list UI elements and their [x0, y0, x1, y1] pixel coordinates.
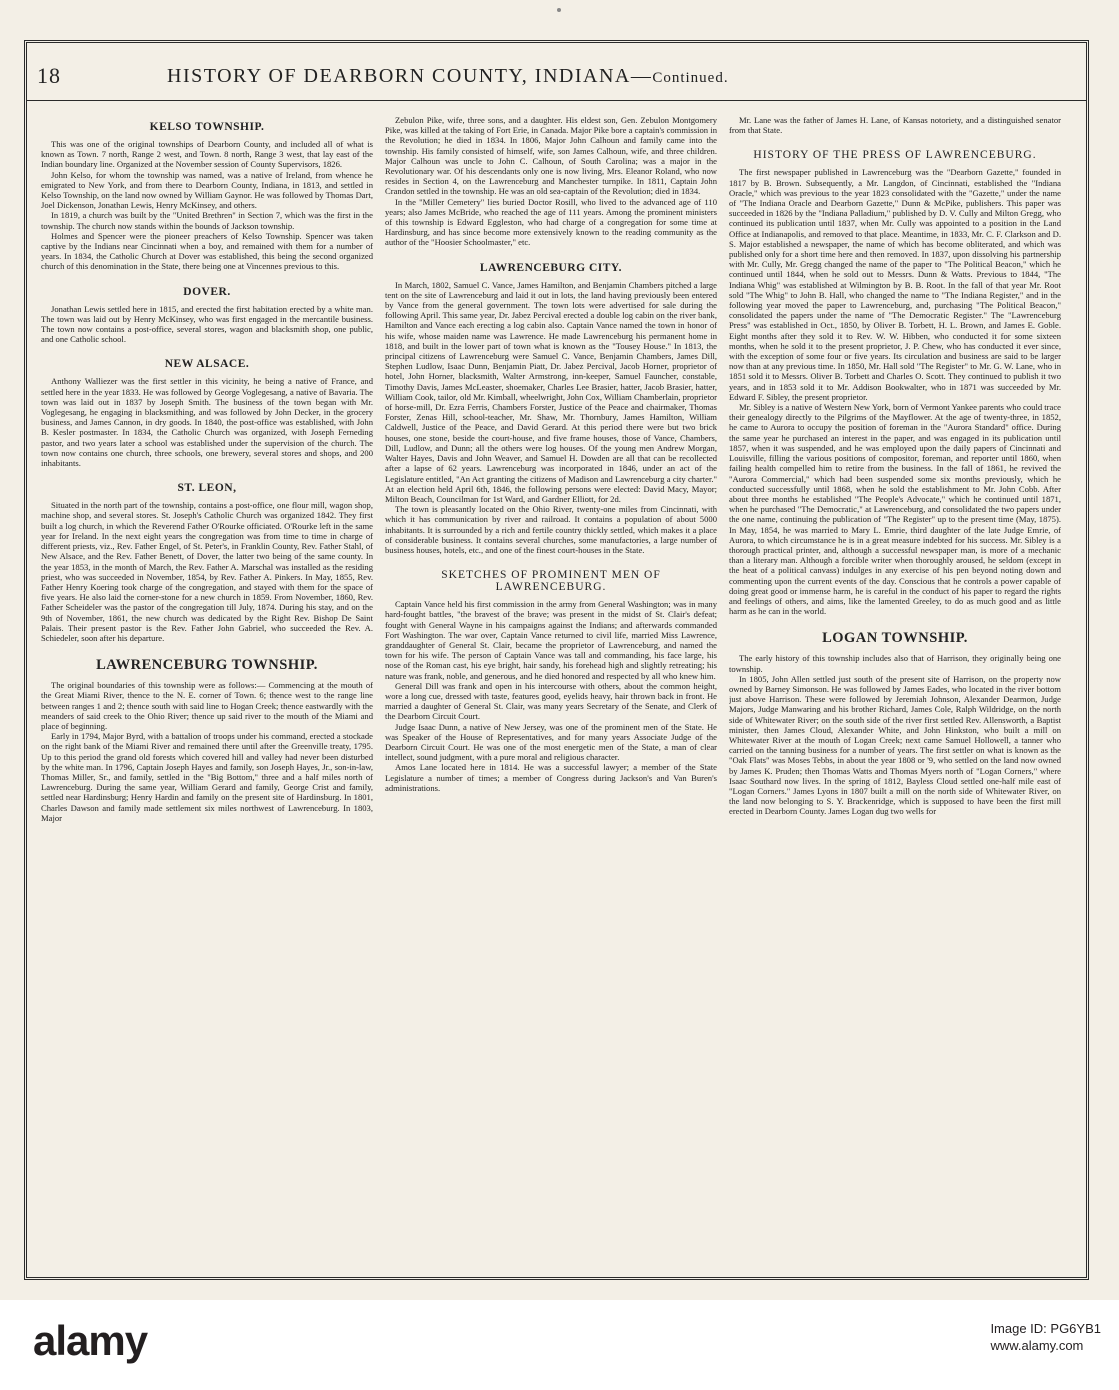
paragraph: Early in 1794, Major Byrd, with a battalion of troops under his command, erected a stockade on the right bank of the Miami River and remained there until after the Greenville treaty, 1795. Up to this period the grand old forests which covered hill and valley had never been disturbed by the white man. In 1796, Captain Joseph Hayes and family, son Joseph Hayes, Jr., son-in-law, Thomas Miller, Sr., and family, settled in the "Big Bottom," three and a half miles north of Lawrenceburg. During the same year, William Gerard and family, George Crist and family, settled near Hardinsburg; Henry Hardin and family on the present site of Hardinsburg. In 1801, Charles Dawson and family made settlement six miles northwest of Lawrenceburg. In 1803, Major: [41, 731, 373, 823]
paragraph: Holmes and Spencer were the pioneer preachers of Kelso Township. Spencer was taken captive by the Indians near Cincinnati when a boy, and remained with them for a number of years. In 1834, the Catholic Church at Dover was established, this being the second organized church of this denomination in the State, there being one at Vincennes previous to this.: [41, 230, 373, 272]
paragraph: Situated in the north part of the township, contains a post-office, one flour mill, wagon shop, machine shop, and several stores. St. Joseph's Catholic Church was organized 1842. They first built a log church, in which the Reverend Father O'Rourke officiated. O'Rourke left in the same year for Ireland. In the next eight years the congregation was from time to time in charge of different priests, viz., Rev. Father Engel, of St. Peter's, in Franklin County, Rev. Father Stahl, of New Alsace, and the Rev. Father Benett, of Dover, the latter two being of the same county. In the year 1853, in the month of March, the Rev. Father A. Marschal was installed as the residing priest, who was succeeded in November, 1854, by Rev. Father A. Pinkers. In May, 1855, Rev. Father Henry Koering took charge of the congregation, and stayed with them for the space of five years. He also laid the corner-stone for a new church in 1859. From November, 1860, Rev. Father Scheideler was the pastor of the congregation till July, 1874. During his stay, and on the 9th of November, 1861, the new church was dedicated by the Right Rev. Bishop De Saint Palais. Their present pastor is the Rev. Father John Gabriel, who succeeded the Rev. A. Schiedeler, soon after his departure.: [41, 500, 373, 643]
paragraph: This was one of the original townships of Dearborn County, and included all of what is known as Town. 7 north, Range 2 west, and Town. 8 north, Range 3 west, that lay east of the Indian boundary line. Organized at the November session of County Supervisors, 1826.: [41, 139, 373, 170]
paragraph: Zebulon Pike, wife, three sons, and a daughter. His eldest son, Gen. Zebulon Montgomery Pike, was killed at the taking of Fort Erie, in Canada. Major Pike bore a captain's commission in the Revolution; he died in 1834. In 1806, Major John Calhoun and family came into the township. His family consisted of himself, wife, son James Calhoun, wife, and three children. Major Calhoun was uncle to John C. Calhoun, of South Carolina; was a major in the Revolutionary war. Of his descendants only one is now living, Mrs. Eleanor Roland, who now resides in Section 4, on the Lawrenceburg and Manchester turnpike. In 1811, Captain John Crandon settled in the township. He was an old sea-captain of the Revolution; died in 1834.: [385, 115, 717, 197]
section-heading-lawrenceburg-township: LAWRENCEBURG TOWNSHIP.: [96, 657, 318, 674]
watermark-url: www.alamy.com: [990, 1338, 1084, 1353]
page-number: 18: [37, 63, 61, 88]
paragraph: Amos Lane located here in 1814. He was a successful lawyer; a member of the State Legislature a number of times; a member of Congress during Jackson's and Van Buren's administrations.: [385, 762, 717, 793]
paragraph: The first newspaper published in Lawrenceburg was the "Dearborn Gazette," founded in 1817 by B. Brown. Subsequently, a Mr. Langdon, of Cincinnati, established the "Indiana Oracle," which was previous to the year 1823 consolidated with the "Gazette," under the name of "The Indiana Oracle and Dearborn Gazette," Dunn & McPike, publishers. This paper was succeeded in 1826 by the "Indiana Palladium," published by D. V. Cully and Milton Gregg, who continued its publication until 1837, when Mr. Cully was appointed to a position in the Land Office at Indianapolis, and removed to that place. Meantime, in 1833, Mr. C. F. Clarkson and D. S. Major established a newspaper, the name of which has become obliterated, and which was published only for a short time here and then removed. In 1837, upon dissolving his partnership with Mr. Cully, Mr. Gregg changed the name of the paper to "The Political Beacon," which he continued until 1844, when he sold out to Messrs. Dunn & Watts. Previous to 1844, "The Indiana Whig" was established at Wilmington by B. B. Root. In the fall of that year Mr. Root sold "The Whig" to John B. Hall, who changed the name to "The Indiana Register," and in the following year moved the paper to Lawrenceburg, and, purchasing "The Political Beacon," consolidated the papers under the name of "The Democratic Register." The "Lawrenceburg Press" was established in Oct., 1850, by Oliver B. Torbett, H. L. Brown, and James E. Goble. Eight months after they sold it to Rev. W. W. Hibben, who conducted it for some sixteen months, when he sold it to the present proprietor, J. P. Chew, who has conducted it ever since, with the exception of some four or five years. Its circulation and business are said to be larger now than at any previous time. In 1850, Mr. Hall sold "The Register" to Mr. G. W. Lane, who in 1851 sold it to Messrs. Oliver B. Torbett and Charles O. Scott. They continued to publish it two years, and in 1853 sold it to Mr. Addison Bookwalter, who in 1871 was succeeded by Mr. Edward F. Sibley, the present proprietor.: [729, 167, 1061, 402]
section-heading-kelso: KELSO TOWNSHIP.: [149, 121, 265, 133]
image-id-label: Image ID: PG6YB1: [990, 1321, 1101, 1336]
column-3: [729, 115, 1061, 1259]
section-heading-lawrenceburg-city: LAWRENCEBURG CITY.: [479, 261, 623, 274]
scan-dot: [557, 8, 561, 12]
paragraph: In March, 1802, Samuel C. Vance, James Hamilton, and Benjamin Chambers pitched a large tent on the site of Lawrenceburg and laid it out in lots, the land having previously been entered by Vance from the general government. The town lots were advertised for sale during the following April. This same year, Dr. Jabez Percival erected a double log cabin on the river bank, Hamilton and Vance each erecting a log cabin also. Captain Vance named the town in honor of his wife, whose maiden name was Lawrence. He made Lawrenceburg his permanent home in 1818, and built in the lower part of town what is known as the "Tousey House." In 1813, the principal citizens of Lawrenceburg were Samuel C. Vance, Benjamin Chambers, James Dill, Stephen Ludlow, Isaac Dunn, Benjamin Piatt, Dr. Jabez Percival, Jacob Horner, proprietor of hotel, John Horner, blacksmith, Walter Armstrong, inn-keeper, Samuel Fauncher, constable, Timothy Davis, James McLeaster, shoemaker, Charles Lee Brasier, hatter, Jacob Brasier, hatter, William Cook, tailor, old Mr. Kimball, wheelwright, John Cox, William Chamberlain, proprietor of horse-mill, Dr. Ezra Ferris, Chambers Forster, Justice of the Peace and chairmaker, Thomas Forster, Zenas Hill, school-teacher, Mr. Shaw, Mr. Thornbury, James Hamilton, William Caldwell, Justice of the Peace, and David Gerard. At this period there were but two brick houses, one stone, beside the court-house, and five frame houses, those of Vance, Chambers, Dill, Ludlow, and Dunn; all the others were log houses. Of the young men Andrew Morgan, Walter Hayes, Davis and John Weaver, and Samuel H. Dowden are all that can be recollected after a lapse of 62 years. Lawrenceburg was incorporated in 1846, under an act of the Legislature entitled, "An Act granting the citizens of Madison and Lawrenceburg a city charter." At an election held April 6th, 1846, the following persons were elected: David Macy, Mayor; Milton Beach, Councilman for 1st Ward, and Gardner Elliott, for 2d.: [385, 279, 717, 504]
paragraph: In the "Miller Cemetery" lies buried Doctor Rosill, who lived to the advanced age of 110 years; also James McBride, who reached the age of 111 years. Among the prominent ministers of this township is Edward Eggleston, who had charge of a congregation for some time at Hardinsburg, and has since become more extensively known to the reading community as the author of the "Hoosier Schoolmaster," etc.: [385, 196, 717, 248]
section-heading-logan-township: LOGAN TOWNSHIP.: [822, 630, 968, 647]
paragraph: Captain Vance held his first commission in the army from General Washington; was in many hard-fought battles, "the bravest of the brave; was present in the midst of St. Clair's defeat; fought with General Wayne in his campaigns against the Indians; and afterwards commanded Fort Washington. The war over, Captain Vance returned to civil life, married Miss Lawrence, granddaughter of General St. Clair, became the proprietor of Lawrenceburg, and named the town for his wife. The person of Captain Vance was tall and commanding, his face large, his nose of the Roman cast, his eye bright, hair sandy, his forehead high and slightly retreating; his nature was frank, noble, and generous, and he died honored and respected by all who knew him.: [385, 599, 717, 681]
paragraph: In 1819, a church was built by the "United Brethren" in Section 7, which was the first in the township. The church now stands within the bounds of Jackson township.: [41, 210, 373, 231]
page-title: [167, 65, 729, 88]
section-heading-dover: DOVER.: [183, 285, 231, 298]
column-2: [385, 115, 717, 1259]
paragraph: John Kelso, for whom the township was named, was a native of Ireland, from whence he emigrated to New York, and from there to Dearborn County, Indiana, in 1813, and settled in Kelso Township, on the land now owned by William Gaynor. He was followed by Thomas Dart, Joel Dickenson, Jonathan Lewis, Henry McKinsey, and others.: [41, 169, 373, 211]
paragraph: Mr. Lane was the father of James H. Lane, of Kansas notoriety, and a distinguished senator from that State.: [729, 115, 1061, 136]
section-heading-new-alsace: NEW ALSACE.: [164, 358, 250, 371]
alamy-logo: alamy: [33, 1317, 148, 1364]
paragraph: The early history of this township includes also that of Harrison, they originally being one township.: [729, 653, 1061, 674]
paragraph: Mr. Sibley is a native of Western New York, born of Vermont Yankee parents who could trace their genealogy directly to the Pilgrims of the Mayflower. At the age of twenty-three, in 1852, he came to Aurora to occupy the position of foreman in the "Aurora Standard" office. During the same year he purchased an interest in the paper, and was engaged in its publication until 1857, when it was suspended, and he was employed upon the daily papers of Cincinnati and Louisville, filling the various positions of compositor, foreman, and reporter until 1860, when failing health compelled him to retire from the business. In the fall of 1861, he revived the "Aurora Commercial," which had been suspended some six months previously, which he conducted successfully until 1868, when he sold the establishment to Mr. John Cobb. After about three months he established "The People's Advocate," which he continued until 1871, when he purchased "The Democratic," at Lawrenceburg, and consolidated the two papers under the one name, continuing the publication of "The Register" up to the present time (May, 1875). In May, 1854, he was married to Mary L. Emrie, third daughter of the late Judge Emrie, of Aurora, to which circumstance he is in a great measure indebted for his success. Mr. Sibley is a thorough practical printer, and, although a successful newspaper man, is more of a mechanic than a literary man. Although a forcible writer when thoroughly aroused, he seldom (except in the heat of a political canvass) indulges in any exercise of his pen beyond noting down and commenting upon the current events of the day. Conscious that he controls a power capable of doing great good or immense harm, he is careful in the conduct of his paper to regard the rights and feelings of others, and aims, like the lamented Greeley, to do as much good and as little harm as he can in the world.: [729, 402, 1061, 617]
paragraph: The town is pleasantly located on the Ohio River, twenty-one miles from Cincinnati, with which it has communication by river and railroad. It contains a population of about 5000 inhabitants. It is surrounded by a rich and fertile country thickly settled, which makes it a place of considerable business. It contains several churches, some manufactories, a large number of business houses, hotels, etc., and one of the finest court-houses in the State.: [385, 504, 717, 555]
section-heading-st-leon: ST. LEON,: [177, 482, 237, 495]
paragraph: Judge Isaac Dunn, a native of New Jersey, was one of the prominent men of the State. He was Speaker of the House of Representatives, and for many years Associate Judge of the Dearborn Circuit Court. He was one of the most energetic men of the State, a man of clear intellect, sound judgment, with a pure moral and religious character.: [385, 721, 717, 763]
section-heading-sketches: SKETCHES OF PROMINENT MEN OF LAWRENCEBURG.: [441, 569, 661, 594]
paragraph: The original boundaries of this township were as follows:— Commencing at the mouth of the Great Miami River, thence to the N. E. corner of Town. 6; thence west to the range line between ranges 1 and 2; thence south with said line to Hogan Creek; thence eastwardly with the meanders of said creek to the Ohio River; thence up said river to the mouth of the Miami and place of beginning.: [41, 680, 373, 731]
page-frame: [24, 40, 1089, 1280]
column-1: [41, 115, 373, 1259]
page-title-suffix: Continued.: [652, 70, 729, 86]
watermark-info: [990, 1320, 1101, 1354]
paragraph: In 1805, John Allen settled just south of the present site of Harrison, on the property now owned by Barney Simonson. He was followed by James Eades, who located in the river bottom just above Harrison. These were followed by Jeremiah Johnson, Alexander Dearmon, Judge Majors, Judge Manwaring and his brother Richard, James Cole, Ralph Wildridge, on the north side of Whitewater River; on the south side of the river first settled Rev. Allensworth, a Baptist minister, then James Cloud, Alexander White, and John Hinkston, who built a mill on Whitewater River at the mouth of Logan Creek; next came Samuel Hollowell, a tanner who carried on the tanning business for a number of years. The first settler on what is known as the "Oak Flats" was Moses Tebbs, in about the year 1808 or '9, who settled on the land now owned by James K. Pruden; then Thomas Watts and Thomas Myers north of "Logan Corners," where Isaac Southard now lives. In the spring of 1812, Bayless Cloud settled one-half mile east of "Logan Corners." James Lyons in 1807 built a mill on the north side of Whitewater River, on the land now belonging to S. Y. Brackenridge, which is supposed to have been the first mill erected in Dearborn County. James Logan dug two wells for: [729, 673, 1061, 817]
paragraph: Jonathan Lewis settled here in 1815, and erected the first habitation erected by a white man. The town was laid out by Henry McKinsey, who was first engaged in the mercantile business. The town now contains a post-office, several stores, wagon and blacksmith shop, one public, and one Catholic school.: [41, 303, 373, 345]
paragraph: Anthony Walliezer was the first settler in this vicinity, he being a native of France, and settled here in the year 1833. He was followed by George Voglegesang, a native of Bavaria. The town was laid out in 1837 by Joseph Smith. The business of the town began with Mr. Voglegesang, he engaging in blacksmithing, and was followed by John Decker, in the grocery business, and James Cannon, in dry goods. In 1840, the post-office was established, with John B. Kesler postmaster. In 1834, the Catholic Church was organized, with Joseph Ferneding pastor, and two years later a school was established under the supervision of the church. The town now contains one church, three schools, one brewery, several stores and shops, and 200 inhabitants.: [41, 376, 373, 469]
section-heading-press: HISTORY OF THE PRESS OF LAWRENCEBURG.: [753, 149, 1037, 162]
watermark-bar: [0, 1300, 1119, 1390]
paragraph: General Dill was frank and open in his intercourse with others, about the common height, wore a long cue, dressed with taste, features good, eyelids heavy, hair thrown back in front. He married a daughter of General St. Clair, was many years Secretary of the Senate, and Clerk of the Dearborn Circuit Court.: [385, 680, 717, 722]
page-title-main: HISTORY OF DEARBORN COUNTY, INDIANA—: [167, 65, 653, 87]
header-rule: [27, 100, 1086, 101]
